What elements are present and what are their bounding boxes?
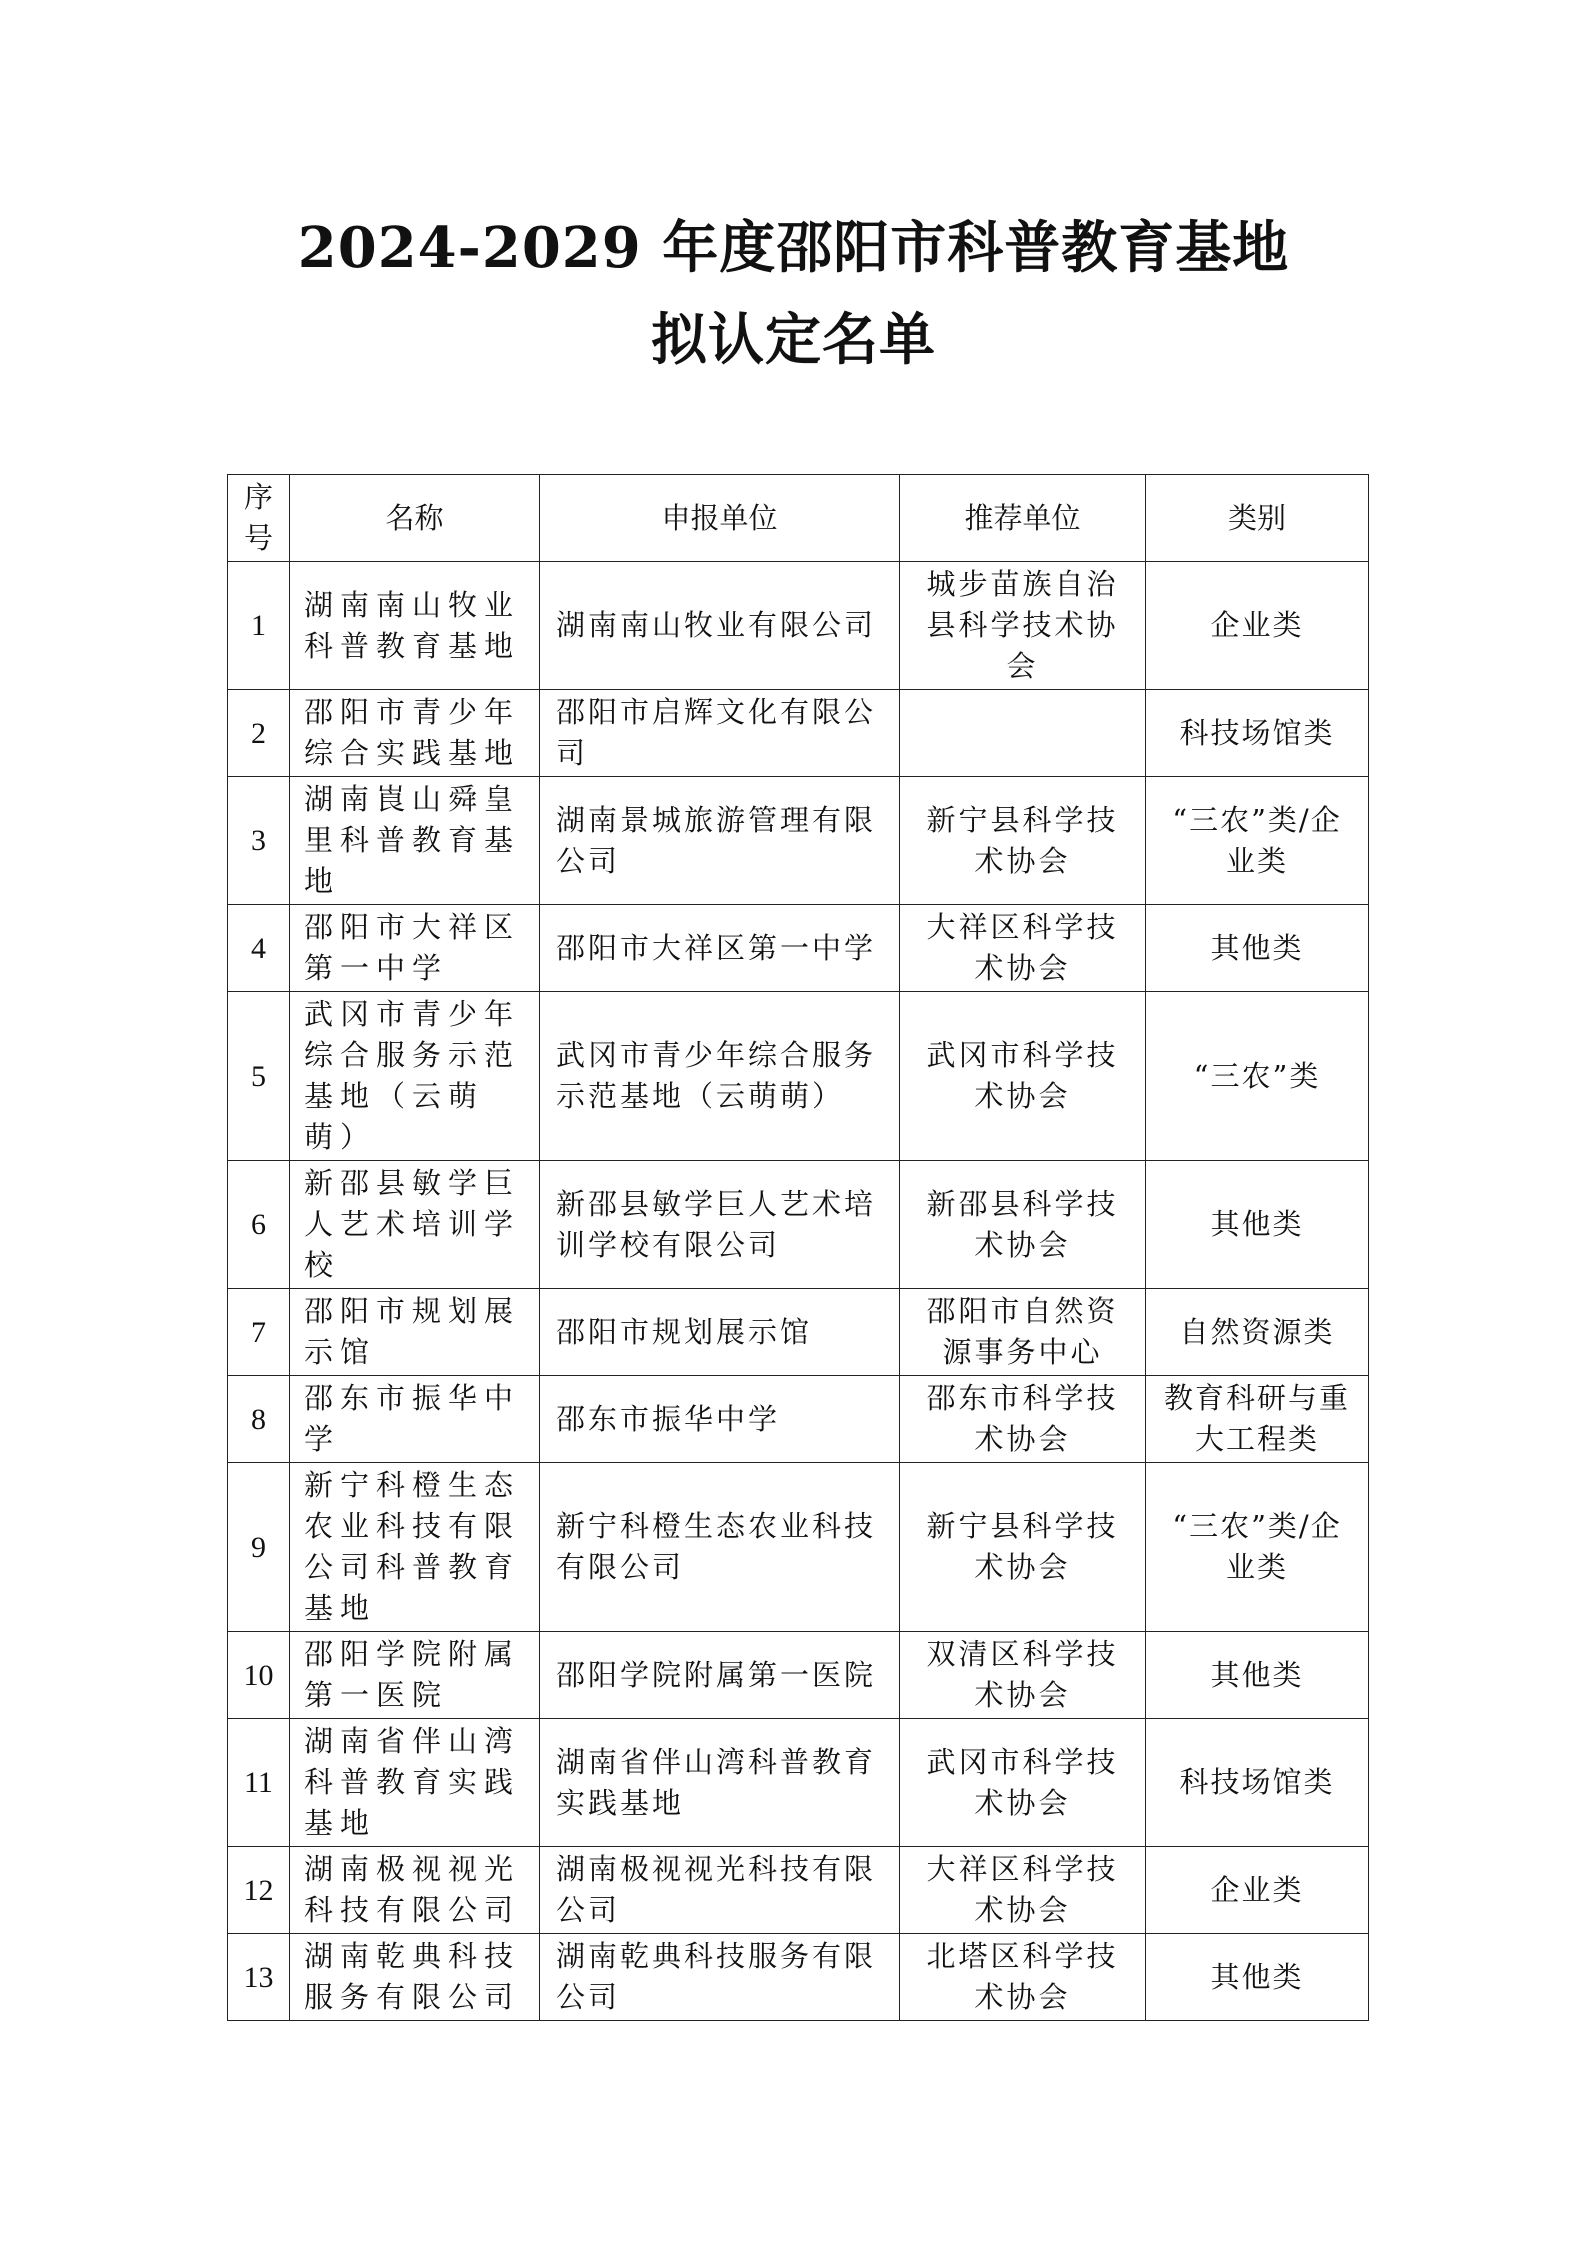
cell-no: 11 — [228, 1719, 290, 1847]
cell-unit: 新邵县敏学巨人艺术培训学校有限公司 — [540, 1161, 900, 1289]
cell-category: 其他类 — [1146, 1632, 1369, 1719]
cell-category: “三农”类/企业类 — [1146, 777, 1369, 905]
table-row — [228, 690, 1369, 777]
cell-category: 企业类 — [1146, 562, 1369, 690]
cell-name: 新宁科橙生态农业科技有限公司科普教育基地 — [290, 1463, 540, 1632]
cell-category: 其他类 — [1146, 1161, 1369, 1289]
table-row — [228, 1161, 1369, 1289]
table-row — [228, 1632, 1369, 1719]
cell-no: 3 — [228, 777, 290, 905]
cell-recommender: 双清区科学技术协会 — [900, 1632, 1146, 1719]
cell-no: 4 — [228, 905, 290, 992]
header-no: 序号 — [228, 475, 290, 562]
cell-name: 湖南乾典科技服务有限公司 — [290, 1934, 540, 2021]
cell-no: 12 — [228, 1847, 290, 1934]
cell-unit: 湖南景城旅游管理有限公司 — [540, 777, 900, 905]
header-recommender: 推荐单位 — [900, 475, 1146, 562]
cell-name: 武冈市青少年综合服务示范基地（云萌萌） — [290, 992, 540, 1161]
cell-unit: 邵阳市启辉文化有限公司 — [540, 690, 900, 777]
cell-unit: 新宁科橙生态农业科技有限公司 — [540, 1463, 900, 1632]
table-row — [228, 1934, 1369, 2021]
cell-unit: 邵东市振华中学 — [540, 1376, 900, 1463]
cell-unit: 湖南省伴山湾科普教育实践基地 — [540, 1719, 900, 1847]
table-row — [228, 562, 1369, 690]
cell-recommender: 武冈市科学技术协会 — [900, 992, 1146, 1161]
cell-unit: 邵阳学院附属第一医院 — [540, 1632, 900, 1719]
cell-unit: 湖南南山牧业有限公司 — [540, 562, 900, 690]
cell-no: 2 — [228, 690, 290, 777]
document-title-line2: 拟认定名单 — [651, 307, 936, 373]
cell-category: 教育科研与重大工程类 — [1146, 1376, 1369, 1463]
cell-unit: 湖南乾典科技服务有限公司 — [540, 1934, 900, 2021]
document-title-line1: 2024-2029 年度邵阳市科普教育基地 — [297, 215, 1290, 281]
cell-recommender — [900, 690, 1146, 777]
cell-recommender: 新宁县科学技术协会 — [900, 777, 1146, 905]
cell-recommender: 邵阳市自然资源事务中心 — [900, 1289, 1146, 1376]
cell-category: 其他类 — [1146, 1934, 1369, 2021]
cell-recommender: 大祥区科学技术协会 — [900, 1847, 1146, 1934]
cell-recommender: 大祥区科学技术协会 — [900, 905, 1146, 992]
cell-category: “三农”类/企业类 — [1146, 1463, 1369, 1632]
header-unit: 申报单位 — [540, 475, 900, 562]
cell-unit: 邵阳市大祥区第一中学 — [540, 905, 900, 992]
cell-category: 自然资源类 — [1146, 1289, 1369, 1376]
cell-name: 邵东市振华中学 — [290, 1376, 540, 1463]
table-row — [228, 1847, 1369, 1934]
cell-recommender: 邵东市科学技术协会 — [900, 1376, 1146, 1463]
cell-no: 7 — [228, 1289, 290, 1376]
header-name: 名称 — [290, 475, 540, 562]
cell-no: 8 — [228, 1376, 290, 1463]
cell-category: 其他类 — [1146, 905, 1369, 992]
cell-recommender: 武冈市科学技术协会 — [900, 1719, 1146, 1847]
cell-name: 邵阳学院附属第一医院 — [290, 1632, 540, 1719]
cell-name: 新邵县敏学巨人艺术培训学校 — [290, 1161, 540, 1289]
cell-category: 企业类 — [1146, 1847, 1369, 1934]
cell-name: 邵阳市规划展示馆 — [290, 1289, 540, 1376]
table-row — [228, 992, 1369, 1161]
table-row — [228, 1463, 1369, 1632]
cell-name: 邵阳市大祥区第一中学 — [290, 905, 540, 992]
cell-no: 13 — [228, 1934, 290, 2021]
cell-recommender: 新宁县科学技术协会 — [900, 1463, 1146, 1632]
cell-name: 湖南崀山舜皇里科普教育基地 — [290, 777, 540, 905]
table-row — [228, 777, 1369, 905]
cell-no: 9 — [228, 1463, 290, 1632]
cell-category: 科技场馆类 — [1146, 690, 1369, 777]
cell-no: 6 — [228, 1161, 290, 1289]
cell-category: 科技场馆类 — [1146, 1719, 1369, 1847]
cell-name: 湖南极视视光科技有限公司 — [290, 1847, 540, 1934]
cell-recommender: 城步苗族自治县科学技术协会 — [900, 562, 1146, 690]
table-body — [228, 562, 1369, 2021]
cell-no: 10 — [228, 1632, 290, 1719]
table-header-row — [228, 475, 1369, 562]
table-row — [228, 1376, 1369, 1463]
cell-name: 湖南省伴山湾科普教育实践基地 — [290, 1719, 540, 1847]
cell-name: 邵阳市青少年综合实践基地 — [290, 690, 540, 777]
table-row — [228, 905, 1369, 992]
header-category: 类别 — [1146, 475, 1369, 562]
cell-name: 湖南南山牧业科普教育基地 — [290, 562, 540, 690]
cell-recommender: 新邵县科学技术协会 — [900, 1161, 1146, 1289]
cell-unit: 湖南极视视光科技有限公司 — [540, 1847, 900, 1934]
designation-table — [227, 474, 1369, 2021]
table-row — [228, 1719, 1369, 1847]
cell-no: 5 — [228, 992, 290, 1161]
cell-recommender: 北塔区科学技术协会 — [900, 1934, 1146, 2021]
cell-category: “三农”类 — [1146, 992, 1369, 1161]
cell-unit: 邵阳市规划展示馆 — [540, 1289, 900, 1376]
cell-unit: 武冈市青少年综合服务示范基地（云萌萌） — [540, 992, 900, 1161]
cell-no: 1 — [228, 562, 290, 690]
table-row — [228, 1289, 1369, 1376]
